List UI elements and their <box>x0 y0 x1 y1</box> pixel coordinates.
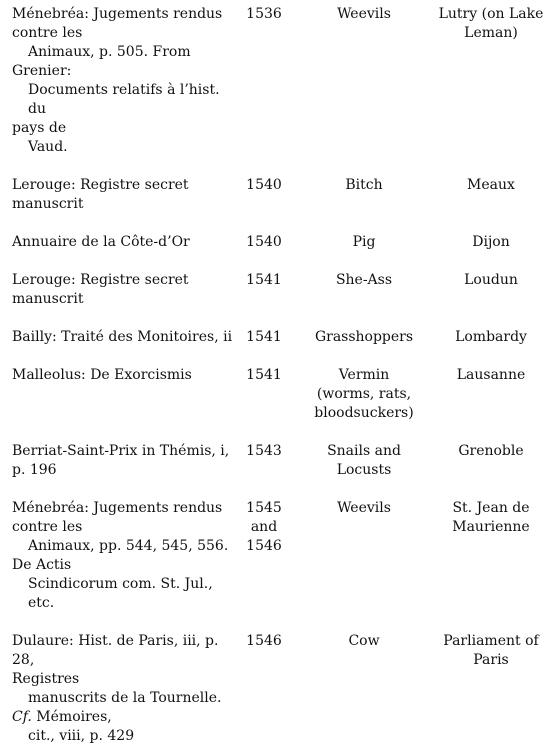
place-cell <box>434 442 548 499</box>
source-cell <box>12 632 234 746</box>
place-line: Lausanne <box>456 367 526 383</box>
place-line: Leman) <box>464 25 518 41</box>
date-line: 1541 <box>246 272 282 288</box>
source-cell <box>12 176 234 233</box>
object-cell <box>294 176 434 233</box>
place-cell <box>434 499 548 632</box>
source-line: Animaux, p. 505. From <box>28 44 191 60</box>
source-cell <box>12 5 234 176</box>
source-line: contre les <box>12 25 83 41</box>
date-cell <box>234 442 294 499</box>
object-cell <box>294 442 434 499</box>
source-line: Malleolus: De Exorcismis <box>12 367 192 383</box>
object-cell <box>294 328 434 366</box>
table-row <box>12 5 548 176</box>
place-line: St. Jean de <box>452 500 530 516</box>
object-cell <box>294 632 434 746</box>
object-line: Grasshoppers <box>314 329 414 345</box>
place-line: Parliament of <box>443 633 539 649</box>
place-cell <box>434 366 548 442</box>
place-cell <box>434 233 548 271</box>
source-line: Berriat-Saint-Prix in Thémis, i, <box>12 443 230 459</box>
cf-reference: Mémoires, <box>31 709 112 725</box>
object-line: Locusts <box>336 462 392 478</box>
source-line: Documents relatifs à l’hist. du <box>28 82 220 117</box>
date-line: 1541 <box>246 329 282 345</box>
source-line: manuscrit <box>12 291 84 307</box>
date-line: 1541 <box>246 367 282 383</box>
object-line: Weevils <box>337 500 391 516</box>
source-line: manuscrits de la Tournelle. <box>28 690 222 706</box>
date-cell <box>234 176 294 233</box>
date-cell <box>234 366 294 442</box>
date-line: 1546 <box>246 633 282 649</box>
place-line: Lombardy <box>455 329 527 345</box>
animal-trials-table <box>12 5 548 746</box>
date-line: 1540 <box>246 177 282 193</box>
object-line: Pig <box>352 234 376 250</box>
date-line: 1546 <box>246 538 282 554</box>
source-line: Lerouge: Registre secret <box>12 177 189 193</box>
date-line: 1545 <box>246 500 282 516</box>
source-line: cit., viii, p. 429 <box>28 728 135 744</box>
source-line: Ménebréa: Jugements rendus <box>12 500 223 516</box>
source-line: De Actis <box>12 557 72 573</box>
source-line: Registres <box>12 671 80 687</box>
object-line: Snails and <box>327 443 401 459</box>
object-line: Weevils <box>337 6 391 22</box>
date-cell <box>234 233 294 271</box>
source-cell <box>12 499 234 632</box>
date-line: 1536 <box>246 6 282 22</box>
place-line: Paris <box>473 652 509 668</box>
source-cell <box>12 442 234 499</box>
object-line: Cow <box>348 633 380 649</box>
place-line: Grenoble <box>458 443 524 459</box>
source-line: Animaux, pp. 544, 545, 556. <box>28 538 229 554</box>
table-row <box>12 328 548 366</box>
source-line: manuscrit <box>12 196 84 212</box>
place-line: Lutry (on Lake <box>438 6 544 22</box>
object-cell <box>294 5 434 176</box>
source-cell <box>12 328 234 366</box>
date-line: 1543 <box>246 443 282 459</box>
table-row <box>12 366 548 442</box>
source-line: p. 196 <box>12 462 57 478</box>
place-line: Dijon <box>472 234 510 250</box>
object-line: She-Ass <box>335 272 393 288</box>
source-line: contre les <box>12 519 83 535</box>
place-line: Maurienne <box>452 519 530 535</box>
date-line: and <box>250 519 278 535</box>
source-cell <box>12 366 234 442</box>
object-cell <box>294 233 434 271</box>
object-line: (worms, rats, <box>316 386 412 402</box>
source-line-cf <box>12 708 234 727</box>
place-line: Loudun <box>464 272 518 288</box>
source-line: Ménebréa: Jugements rendus <box>12 6 223 22</box>
place-cell <box>434 5 548 176</box>
date-cell <box>234 5 294 176</box>
source-line: Lerouge: Registre secret <box>12 272 189 288</box>
object-cell <box>294 271 434 328</box>
object-cell <box>294 499 434 632</box>
table-row <box>12 499 548 632</box>
table-row <box>12 176 548 233</box>
object-line: bloodsuckers) <box>314 405 414 421</box>
place-cell <box>434 176 548 233</box>
source-line: Grenier: <box>12 63 72 79</box>
date-cell <box>234 632 294 746</box>
source-cell <box>12 233 234 271</box>
place-line: Meaux <box>467 177 515 193</box>
source-line: Scindicorum com. St. Jul., etc. <box>28 576 213 611</box>
date-cell <box>234 328 294 366</box>
source-line: pays de <box>12 120 67 136</box>
source-line: Bailly: Traité des Monitoires, ii <box>12 329 233 345</box>
source-line: Vaud. <box>28 139 68 155</box>
source-cell <box>12 271 234 328</box>
place-cell <box>434 328 548 366</box>
table-row <box>12 442 548 499</box>
date-cell <box>234 271 294 328</box>
date-cell <box>234 499 294 632</box>
table-row <box>12 271 548 328</box>
cf-abbreviation: Cf. <box>12 709 32 725</box>
place-cell <box>434 632 548 746</box>
object-line: Bitch <box>345 177 383 193</box>
date-line: 1540 <box>246 234 282 250</box>
object-cell <box>294 366 434 442</box>
source-line: Annuaire de la Côte-d’Or <box>12 234 190 250</box>
table-row <box>12 233 548 271</box>
place-cell <box>434 271 548 328</box>
object-line: Vermin <box>338 367 390 383</box>
source-line: Dulaure: Hist. de Paris, iii, p. 28, <box>12 633 219 668</box>
table-row <box>12 632 548 746</box>
